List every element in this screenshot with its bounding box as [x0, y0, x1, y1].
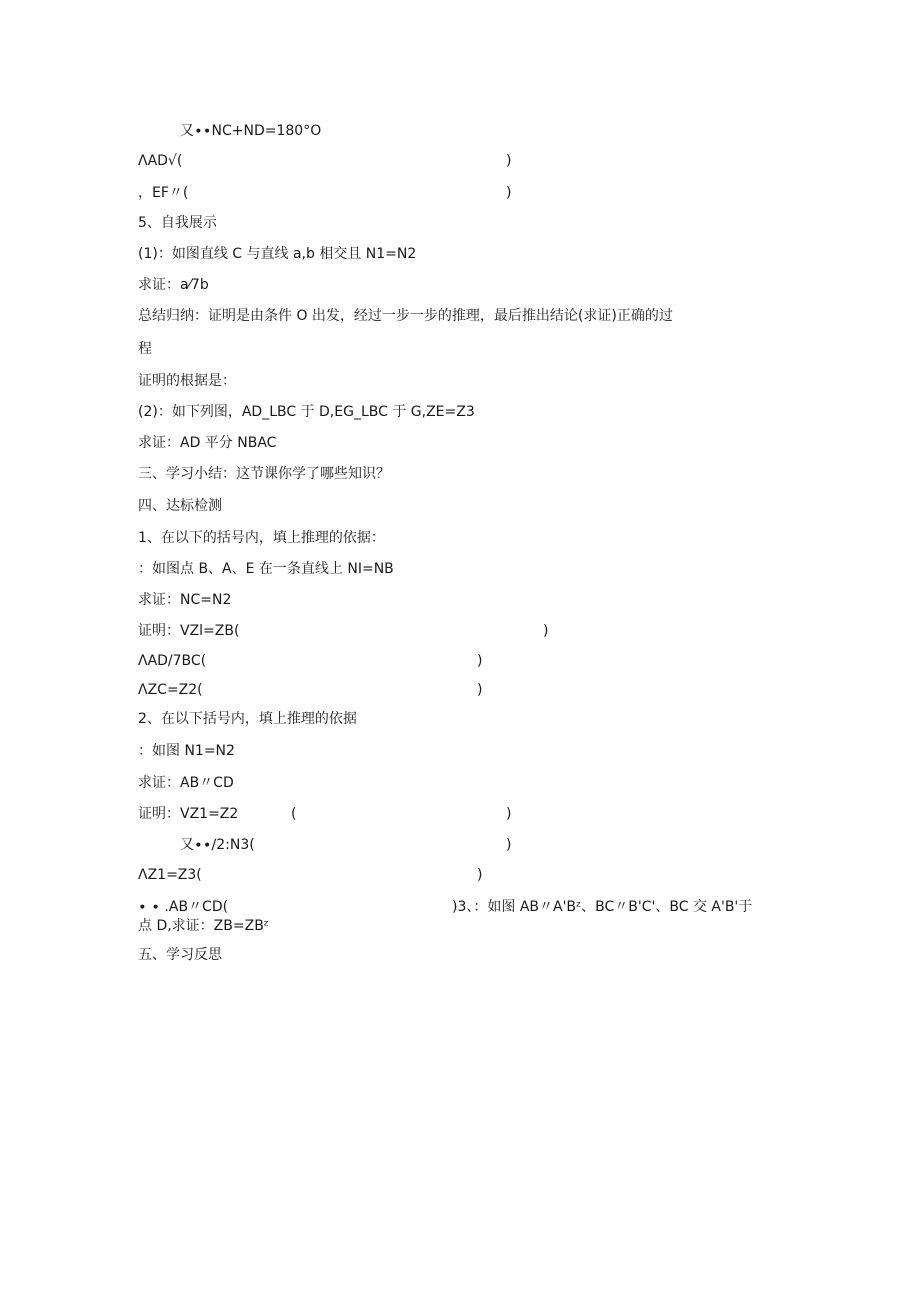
- blank-close-paren: ): [506, 185, 512, 201]
- proof-line: ∙ ∙ .AB〃CD(: [138, 899, 229, 915]
- proof-line: ΛZC=Z2(: [138, 682, 203, 698]
- problem-line: 求证：AD 平分 NBAC: [138, 435, 277, 451]
- section-heading: 三、学习小结：这节课你学了哪些知识？: [138, 466, 390, 482]
- proof-line: 又∙∙NC+ND=180°O: [180, 123, 322, 139]
- blank-open-paren: (: [291, 806, 297, 822]
- exercise-line: 点 D,求证：ZB=ZBᶻ: [138, 918, 269, 934]
- blank-close-paren: ): [543, 623, 549, 639]
- blank-close-paren: ): [477, 653, 483, 669]
- proof-line: ，EF〃(: [138, 185, 189, 201]
- summary-line: 总结归纳：证明是由条件 O 出发，经过一步一步的推理，最后推出结论(求证)正确的过: [138, 308, 673, 324]
- proof-line: 证明：VZl=ZB(: [138, 623, 240, 639]
- problem-line: (1)：如图直线 C 与直线 a,b 相交且 N1=N2: [138, 246, 417, 262]
- exercise-line: ：如图 N1=N2: [138, 743, 235, 759]
- exercise-line: 2、在以下括号内，填上推理的依据: [138, 711, 357, 727]
- problem-line: 求证：a⁄7b: [138, 277, 209, 293]
- blank-close-paren: ): [506, 153, 512, 169]
- proof-line: 又∙∙∕2:N3(: [180, 837, 255, 853]
- proof-line: ΛAD√(: [138, 153, 183, 169]
- summary-line: 证明的根据是：: [138, 373, 236, 389]
- summary-line: 程: [138, 341, 152, 357]
- exercise-line: 求证：AB〃CD: [138, 775, 234, 791]
- problem-line: (2)：如下列图，AD_LBC 于 D,EG_LBC 于 G,ZE=Z3: [138, 404, 475, 420]
- section-heading: 五、学习反思: [138, 947, 222, 963]
- exercise-line: ：如图点 B、A、E 在一条直线上 NI=NB: [138, 561, 394, 577]
- blank-close-paren: ): [477, 682, 483, 698]
- section-heading: 四、达标检测: [138, 498, 222, 514]
- blank-close-paren: ): [506, 806, 512, 822]
- blank-close-paren: ): [477, 867, 483, 883]
- proof-line: ΛAD/7BC(: [138, 653, 207, 669]
- section-heading: 5、自我展示: [138, 215, 217, 231]
- blank-close-paren: ): [506, 837, 512, 853]
- proof-line-tail: )3、：如图 AB〃A'Bᶻ、BC〃B'C'、BC 交 A'B'于: [452, 899, 753, 915]
- proof-line: 证明：VZ1=Z2: [138, 806, 239, 822]
- proof-line: ΛZ1=Z3(: [138, 867, 202, 883]
- exercise-line: 求证：NC=N2: [138, 592, 232, 608]
- exercise-line: 1、在以下的括号内，填上推理的依据：: [138, 530, 385, 546]
